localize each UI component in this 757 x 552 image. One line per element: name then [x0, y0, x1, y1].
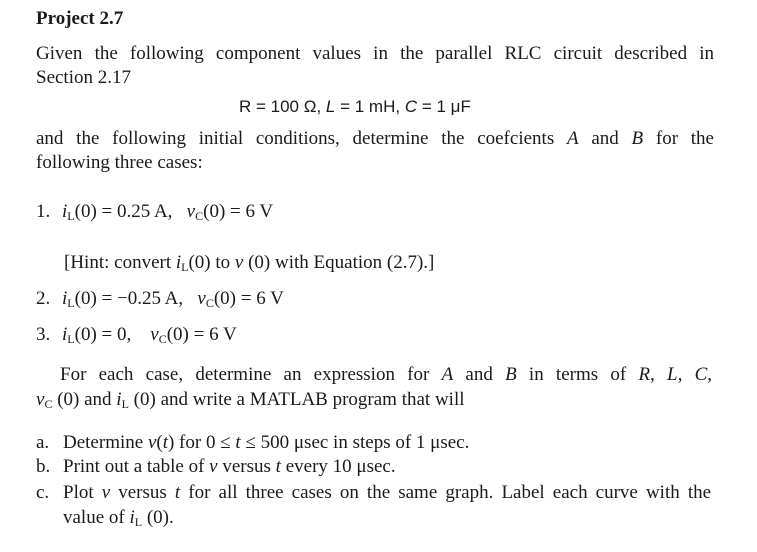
- resistance-value: R = 100 Ω,: [239, 97, 322, 116]
- conditions-line-1: and the following initial conditions, determine the coefcients A and B for the: [36, 128, 714, 149]
- inductance-value: = 1 mH,: [335, 97, 401, 116]
- each-case-line-1: For each case, determine an expression for A and B in terms of R, L, C,: [60, 364, 713, 385]
- each-case-line-2: $v_C$ (0) and $i_L$ (0) and write a MATLAB program that will: [36, 389, 465, 411]
- case-2-equation: $i_L(0) = -0.25$ A, $v_C(0) = 6$ V: [62, 288, 284, 310]
- task-c-text: Plot v versus t for all three cases on the same graph. Label each curve with the: [63, 482, 712, 503]
- case-2-number: 2.: [36, 288, 51, 309]
- case-3-number: 3.: [36, 324, 51, 345]
- intro-line-2: Section 2.17: [36, 67, 131, 88]
- component-values: [239, 96, 471, 118]
- task-b-text: Print out a table of v versus t every 10 μsec.: [63, 456, 396, 477]
- task-b-label: b.: [36, 456, 51, 477]
- capacitance-symbol: C: [404, 97, 418, 116]
- task-c-label: c.: [36, 482, 50, 503]
- conditions-line-2: following three cases:: [36, 152, 203, 173]
- case-1-number: 1.: [36, 201, 51, 222]
- hint-line: [Hint: convert $i_L(0)$ to v (0) with Equation (2.7).]: [64, 252, 435, 274]
- page-title: Project 2.7: [36, 8, 124, 29]
- intro-line-1: Given the following component values in the parallel RLC circuit described in: [36, 43, 714, 64]
- task-a-label: a.: [36, 432, 50, 453]
- case-1-equation: $i_L(0) = 0.25$ A, $v_C(0) = 6$ V: [62, 201, 274, 223]
- inductance-symbol: L: [325, 97, 336, 116]
- task-c-line-2: value of $i_L$ (0).: [63, 507, 174, 529]
- task-a-text: Determine v(t) for 0 ≤ t ≤ 500 μsec in steps of 1 μsec.: [63, 432, 470, 453]
- case-3-equation: $i_L(0) = 0$, $v_C(0) = 6$ V: [62, 324, 237, 346]
- capacitance-value: = 1 μF: [417, 97, 471, 116]
